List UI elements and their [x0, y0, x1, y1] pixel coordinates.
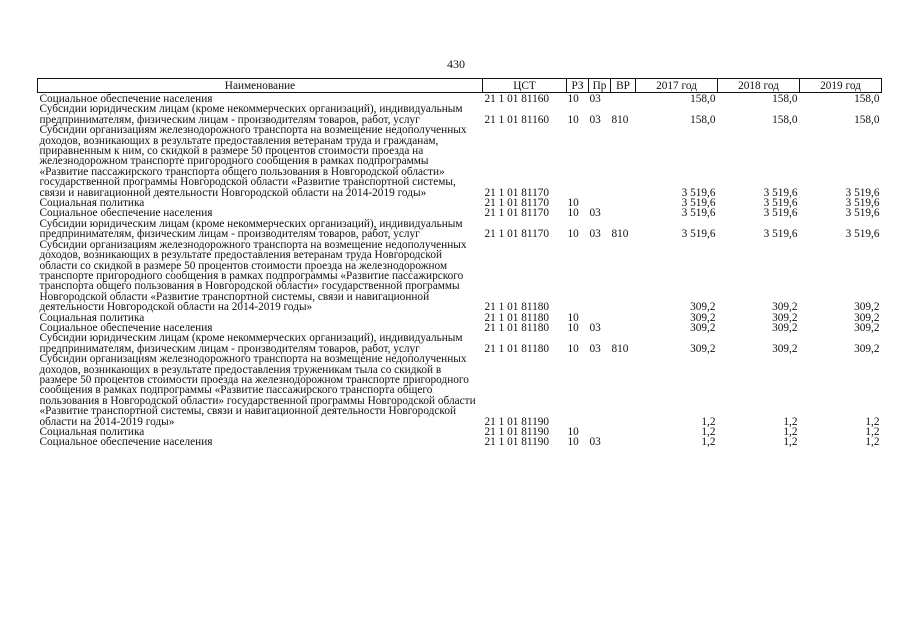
- row-cst: 21 1 01 81190: [484, 415, 550, 428]
- row-name: Социальная политика: [39, 426, 145, 438]
- row-pr: [589, 240, 611, 313]
- row-cst: 21 1 01 81180: [484, 301, 550, 314]
- row-name: Социальная политика: [39, 311, 145, 324]
- row-2017: 309,2: [690, 311, 716, 324]
- row-rz: 10: [567, 342, 579, 355]
- header-pr: Пр: [589, 79, 611, 93]
- row-pr: 03: [589, 207, 601, 220]
- row-pr: 03: [589, 436, 601, 449]
- row-2017: 309,2: [690, 342, 716, 355]
- row-pr: 03: [589, 342, 601, 355]
- row-cst: 21 1 01 81160: [484, 93, 550, 105]
- row-vr: 810: [611, 228, 629, 241]
- header-name: Наименование: [38, 79, 483, 93]
- row-2019: 1,2: [865, 426, 880, 438]
- table-row: [38, 333, 882, 354]
- row-vr: [611, 323, 636, 333]
- row-name: Социальное обеспечение населения: [39, 321, 213, 334]
- row-vr: 810: [611, 113, 629, 126]
- header-2017: 2017 год: [636, 79, 718, 93]
- row-2017: 309,2: [690, 321, 716, 334]
- row-2018: 1,2: [783, 436, 798, 449]
- row-2019: 158,0: [854, 93, 880, 105]
- row-vr: [611, 313, 636, 323]
- table-row: [38, 125, 882, 198]
- row-cst: 21 1 01 81170: [484, 197, 550, 210]
- row-rz: 10: [567, 436, 579, 449]
- row-rz: 10: [567, 197, 579, 210]
- row-2018: 309,2: [772, 301, 798, 314]
- row-2018: 309,2: [772, 342, 798, 355]
- row-rz: 10: [567, 93, 579, 105]
- table-row: [38, 437, 882, 447]
- row-2017: 3 519,6: [681, 197, 716, 210]
- row-cst: 21 1 01 81180: [484, 311, 550, 324]
- row-2018: 3 519,6: [763, 228, 798, 241]
- row-2019: 3 519,6: [845, 207, 880, 220]
- row-2017: 3 519,6: [681, 207, 716, 220]
- header-vr: ВР: [611, 79, 636, 93]
- row-rz: 10: [567, 228, 579, 241]
- table-row: [38, 219, 882, 240]
- row-vr: [611, 93, 636, 105]
- row-cst: 21 1 01 81170: [484, 186, 550, 199]
- row-vr: [611, 240, 636, 313]
- row-cst: 21 1 01 81160: [484, 113, 550, 126]
- row-pr: 03: [589, 93, 601, 105]
- row-2017: 3 519,6: [681, 228, 716, 241]
- row-pr: 03: [589, 321, 601, 334]
- row-name: Социальное обеспечение населения: [39, 436, 213, 449]
- header-rz: РЗ: [567, 79, 589, 93]
- header-2018: 2018 год: [718, 79, 800, 93]
- row-pr: [589, 354, 611, 427]
- row-cst: 21 1 01 81180: [484, 342, 550, 355]
- row-name: Социальное обеспечение населения: [39, 207, 213, 220]
- row-2017: 3 519,6: [681, 186, 716, 199]
- row-2018: 1,2: [783, 415, 798, 428]
- row-2018: 1,2: [783, 426, 798, 438]
- row-vr: [611, 125, 636, 198]
- row-2017: 158,0: [690, 93, 716, 105]
- row-rz: 10: [567, 321, 579, 334]
- row-cst: 21 1 01 81190: [484, 436, 550, 449]
- table-body: [38, 93, 882, 448]
- row-rz: 10: [567, 426, 579, 438]
- header-row: [38, 79, 882, 93]
- row-pr: 03: [589, 113, 601, 126]
- row-name: Субсидии юридическим лицам (кроме некоммерческих организаций), индивидуальным предпринимателям, физическим лицам - производителям товаров, работ, услуг: [39, 103, 463, 126]
- row-2019: 3 519,6: [845, 186, 880, 199]
- row-vr: 810: [611, 342, 629, 355]
- table-row: [38, 354, 882, 427]
- row-rz: [567, 354, 589, 427]
- row-name: Субсидии юридическим лицам (кроме некоммерческих организаций), индивидуальным предпринимателям, физическим лицам - производителям товаров, работ, услуг: [39, 217, 463, 241]
- row-rz: [567, 240, 589, 313]
- row-2019: 309,2: [854, 311, 880, 324]
- row-2019: 1,2: [865, 436, 880, 449]
- row-2018: 158,0: [772, 93, 798, 105]
- row-vr: [611, 437, 636, 447]
- table-row: [38, 104, 882, 125]
- row-2017: 309,2: [690, 301, 716, 314]
- row-vr: [611, 354, 636, 427]
- header-2019: 2019 год: [800, 79, 882, 93]
- header-cst: ЦСТ: [483, 79, 567, 93]
- row-2019: 1,2: [865, 415, 880, 428]
- row-name: Субсидии организациям железнодорожного транспорта на возмещение недополученных доходов, возникающих в результате предоставления ветеранам труда Новгородской области со скидкой в размере 50 процентов стоимости проезда на железнодорожном транспорте пригородного сообщения в рамках подпрограммы «Развитие пассажирского транспорта общего пользования в Новгородской области» государственной программы Новгородской области «Развитие транспортной системы, связи и навигационной деятельности Новгородской области на 2014-2019 годы»: [39, 238, 467, 314]
- row-2018: 309,2: [772, 311, 798, 324]
- row-2018: 3 519,6: [763, 197, 798, 210]
- row-2019: 3 519,6: [845, 197, 880, 210]
- row-name: Субсидии юридическим лицам (кроме некоммерческих организаций), индивидуальным предпринимателям, физическим лицам - производителям товаров, работ, услуг: [39, 332, 463, 355]
- table-header: [38, 79, 882, 93]
- row-2019: 309,2: [854, 342, 880, 355]
- row-rz: [567, 125, 589, 198]
- row-2019: 3 519,6: [845, 228, 880, 241]
- row-2018: 3 519,6: [763, 207, 798, 220]
- row-vr: [611, 208, 636, 218]
- row-2019: 158,0: [854, 113, 880, 126]
- row-2017: 158,0: [690, 113, 716, 126]
- row-pr: 03: [589, 228, 601, 241]
- row-2018: 158,0: [772, 113, 798, 126]
- row-2019: 309,2: [854, 301, 880, 314]
- budget-table: [37, 78, 882, 448]
- row-2018: 309,2: [772, 321, 798, 334]
- row-cst: 21 1 01 81170: [484, 207, 550, 220]
- row-rz: 10: [567, 113, 579, 126]
- row-name: Субсидии организациям железнодорожного транспорта на возмещение недополученных доходов, возникающих в результате предоставления ветеранам труда и гражданам, приравненным к ним, со скидкой в размере 50 процентов стоимости проезда на железнодорожном транспорте пригородного сообщения в рамках подпрограммы «Развитие пассажирского транспорта общего пользования в Новгородской области» государственной программы Новгородской области «Развитие транспортной системы, связи и навигационной деятельности Новгородской области на 2014-2019 годы»: [39, 124, 467, 199]
- table-row: [38, 240, 882, 313]
- row-2017: 1,2: [701, 436, 716, 449]
- row-name: Социальное обеспечение населения: [39, 93, 213, 105]
- row-rz: 10: [567, 207, 579, 220]
- row-name: Социальная политика: [39, 197, 145, 210]
- row-2019: 309,2: [854, 321, 880, 334]
- page-number: 430: [447, 57, 465, 71]
- row-cst: 21 1 01 81190: [484, 426, 550, 438]
- row-cst: 21 1 01 81180: [484, 321, 550, 334]
- row-pr: [589, 125, 611, 198]
- row-vr: [611, 198, 636, 208]
- row-2018: 3 519,6: [763, 186, 798, 199]
- row-name: Субсидии организациям железнодорожного транспорта на возмещение недополученных доходов, возникающих в результате предоставления труженикам тыла со скидкой в размере 50 процентов стоимости проезда на железнодорожном транспорте пригородного сообщения в рамках подпрограммы «Развитие пассажирского транспорта общего пользования в Новгородской области» государственной программы Новгородской области «Развитие транспортной системы, связи и навигационной деятельности Новгородской области на 2014-2019 годы»: [39, 353, 476, 428]
- row-cst: 21 1 01 81170: [484, 228, 550, 241]
- row-rz: 10: [567, 311, 579, 324]
- row-2017: 1,2: [701, 426, 716, 438]
- row-2017: 1,2: [701, 415, 716, 428]
- row-vr: [611, 427, 636, 437]
